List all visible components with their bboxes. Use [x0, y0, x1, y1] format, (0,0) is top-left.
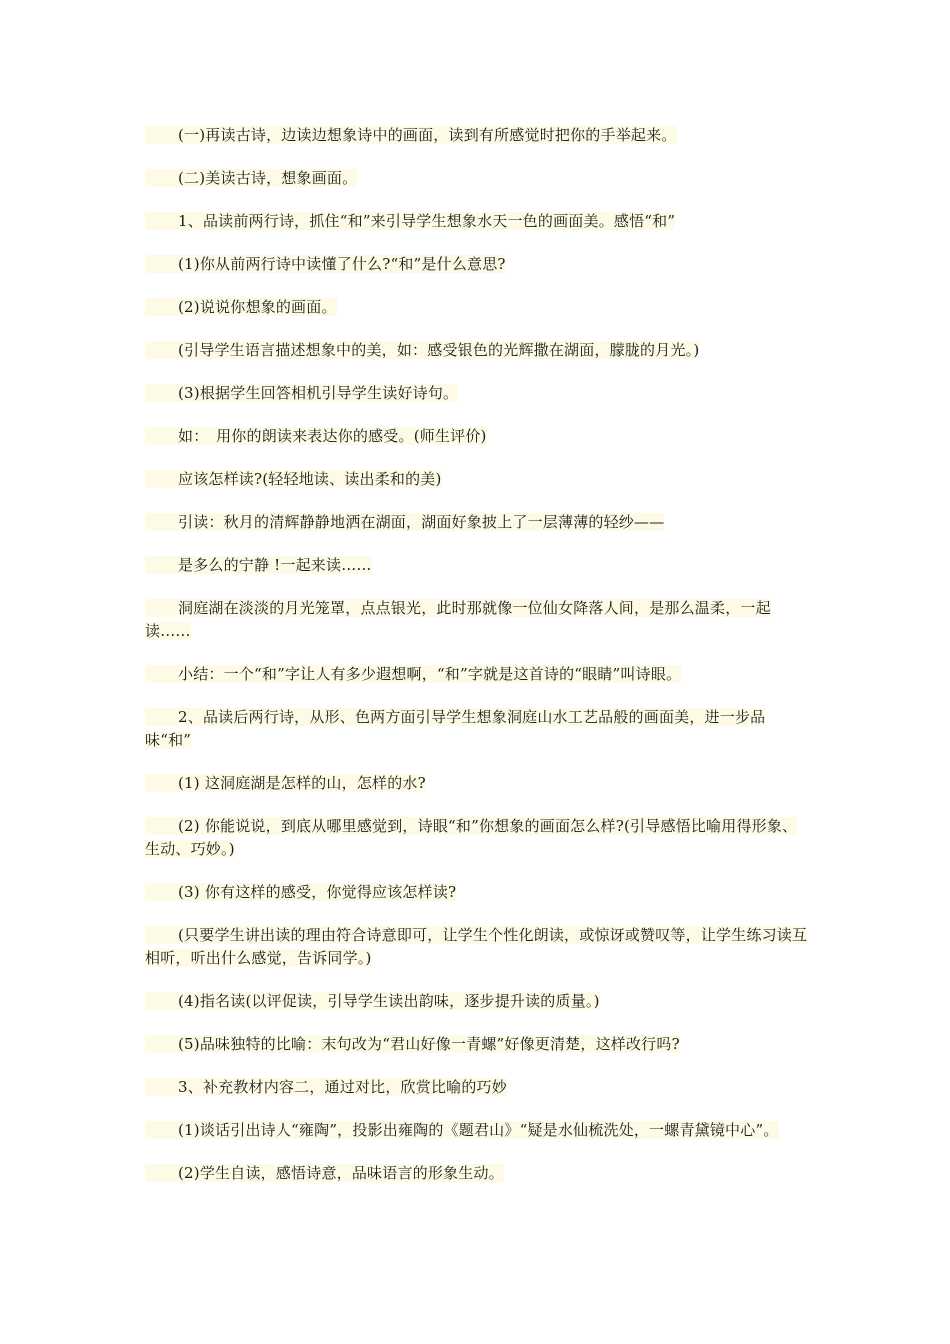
paragraph-text: 2、品读后两行诗，从形、色两方面引导学生想象洞庭山水工艺品般的画面美，进一步品味“和”: [145, 708, 766, 749]
paragraph: [145, 296, 810, 319]
paragraph: [145, 339, 810, 362]
paragraph: [145, 1162, 810, 1185]
paragraph: [145, 663, 810, 686]
paragraph-text: (二)美读古诗，想象画面。: [178, 169, 358, 187]
paragraph-text: 是多么的宁静 !一起来读……: [178, 556, 372, 574]
paragraph: [145, 253, 810, 276]
paragraph: [145, 990, 810, 1013]
paragraph: [145, 167, 810, 190]
paragraph-text: (3) 你有这样的感受，你觉得应该怎样读?: [178, 883, 457, 901]
paragraph-text: (4)指名读(以评促读，引导学生读出韵味，逐步提升读的质量。): [178, 992, 600, 1010]
paragraph-text: (2)学生自读，感悟诗意，品味语言的形象生动。: [178, 1164, 504, 1182]
paragraph-text: (3)根据学生回答相机引导学生读好诗句。: [178, 384, 459, 402]
paragraph: [145, 706, 810, 752]
paragraph-text: (一)再读古诗，边读边想象诗中的画面，读到有所感觉时把你的手举起来。: [178, 126, 677, 144]
paragraph-text: 洞庭湖在淡淡的月光笼罩，点点银光，此时那就像一位仙女降落人间，是那么温柔，一起读……: [145, 599, 771, 640]
paragraph: [145, 597, 810, 643]
paragraph-text: (1)谈话引出诗人“雍陶”，投影出雍陶的《题君山》“疑是水仙梳洗处，一螺青黛镜中心”。: [178, 1121, 779, 1139]
paragraph-text: (2)说说你想象的画面。: [178, 298, 337, 316]
paragraph-text: 引读：秋月的清辉静静地洒在湖面，湖面好象披上了一层薄薄的轻纱——: [178, 513, 665, 531]
paragraph-text: 如： 用你的朗读来表达你的感受。(师生评价): [178, 427, 487, 445]
paragraph-text: (1)你从前两行诗中读懂了什么?“和”是什么意思?: [178, 255, 506, 273]
paragraph-text: (1) 这洞庭湖是怎样的山，怎样的水?: [178, 774, 426, 792]
paragraph: [145, 772, 810, 795]
paragraph: [145, 425, 810, 448]
paragraph-text: (5)品味独特的比喻：末句改为“君山好像一青螺”好像更清楚，这样改行吗?: [178, 1035, 680, 1053]
paragraph: [145, 1119, 810, 1142]
paragraph-text: (只要学生讲出读的理由符合诗意即可，让学生个性化朗读，或惊讶或赞叹等，让学生练习读互相听，听出什么感觉，告诉同学。): [145, 926, 808, 967]
paragraph: [145, 511, 810, 534]
document-body: [145, 124, 810, 1205]
paragraph-text: (2) 你能说说，到底从哪里感觉到，诗眼“和”你想象的画面怎么样?(引导感悟比喻用得形象、生动、巧妙。): [145, 817, 798, 858]
paragraph-text: (引导学生语言描述想象中的美，如：感受银色的光辉撒在湖面，朦胧的月光。): [178, 341, 700, 359]
paragraph: [145, 382, 810, 405]
paragraph: [145, 124, 810, 147]
paragraph-text: 应该怎样读?(轻轻地读、读出柔和的美): [178, 470, 442, 488]
paragraph: [145, 1033, 810, 1056]
paragraph: [145, 468, 810, 491]
paragraph: [145, 815, 810, 861]
paragraph-text: 3、补充教材内容二，通过对比，欣赏比喻的巧妙: [178, 1078, 507, 1096]
paragraph: [145, 1076, 810, 1099]
paragraph: [145, 924, 810, 970]
paragraph: [145, 881, 810, 904]
paragraph: [145, 554, 810, 577]
paragraph-text: 1、品读前两行诗，抓住“和”来引导学生想象水天一色的画面美。感悟“和”: [178, 212, 676, 230]
paragraph-text: 小结：一个“和”字让人有多少遐想啊，“和”字就是这首诗的“眼睛”叫诗眼。: [178, 665, 682, 683]
paragraph: [145, 210, 810, 233]
